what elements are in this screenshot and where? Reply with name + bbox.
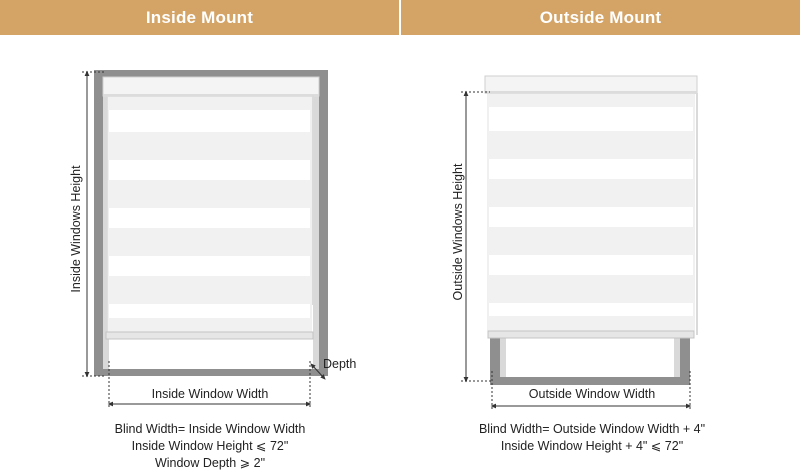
header-inside-mount: [0, 0, 399, 35]
outside-fabric-band: [488, 227, 694, 255]
inside-bottom-rail: [106, 332, 313, 339]
outside-note-blind-width: Blind Width= Outside Window Width + 4": [478, 422, 706, 436]
inside-mount-illustration: [82, 70, 328, 407]
inside-fabric-band: [108, 228, 311, 256]
inside-width-label: Inside Window Width: [148, 387, 273, 401]
outside-mount-notes: [479, 421, 705, 455]
outside-headrail: [485, 76, 697, 93]
outside-mount-illustration: [461, 76, 697, 410]
inside-height-label: Inside Windows Height: [69, 165, 83, 293]
outside-width-label: Outside Window Width: [525, 387, 659, 401]
header-inside-mount-label: Inside Mount: [145, 7, 254, 27]
inside-fabric-band: [108, 132, 311, 160]
inside-note-height-limit: Inside Window Height ⩽ 72": [131, 439, 289, 453]
inside-note-blind-width: Blind Width= Inside Window Width: [114, 422, 306, 436]
outside-height-label: Outside Windows Height: [451, 163, 465, 301]
inside-fabric-band: [108, 276, 311, 304]
header-outside-mount-label: Outside Mount: [539, 7, 662, 27]
outside-fabric-band: [488, 179, 694, 207]
outside-bottom-rail: [488, 331, 694, 338]
depth-label: Depth: [323, 357, 357, 371]
inside-fabric-band: [108, 97, 311, 110]
header-outside-mount: [401, 0, 800, 35]
inside-note-depth-limit: Window Depth ⩾ 2": [154, 456, 266, 470]
inside-fabric-band: [108, 180, 311, 208]
inside-mount-notes: [115, 421, 306, 472]
inside-headrail: [103, 77, 319, 96]
outside-fabric-band: [488, 275, 694, 303]
outside-note-height-limit: Inside Window Height + 4" ⩽ 72": [500, 439, 684, 453]
outside-fabric-band: [488, 131, 694, 159]
outside-fabric-band: [488, 94, 694, 107]
mount-diagram: [0, 35, 800, 470]
